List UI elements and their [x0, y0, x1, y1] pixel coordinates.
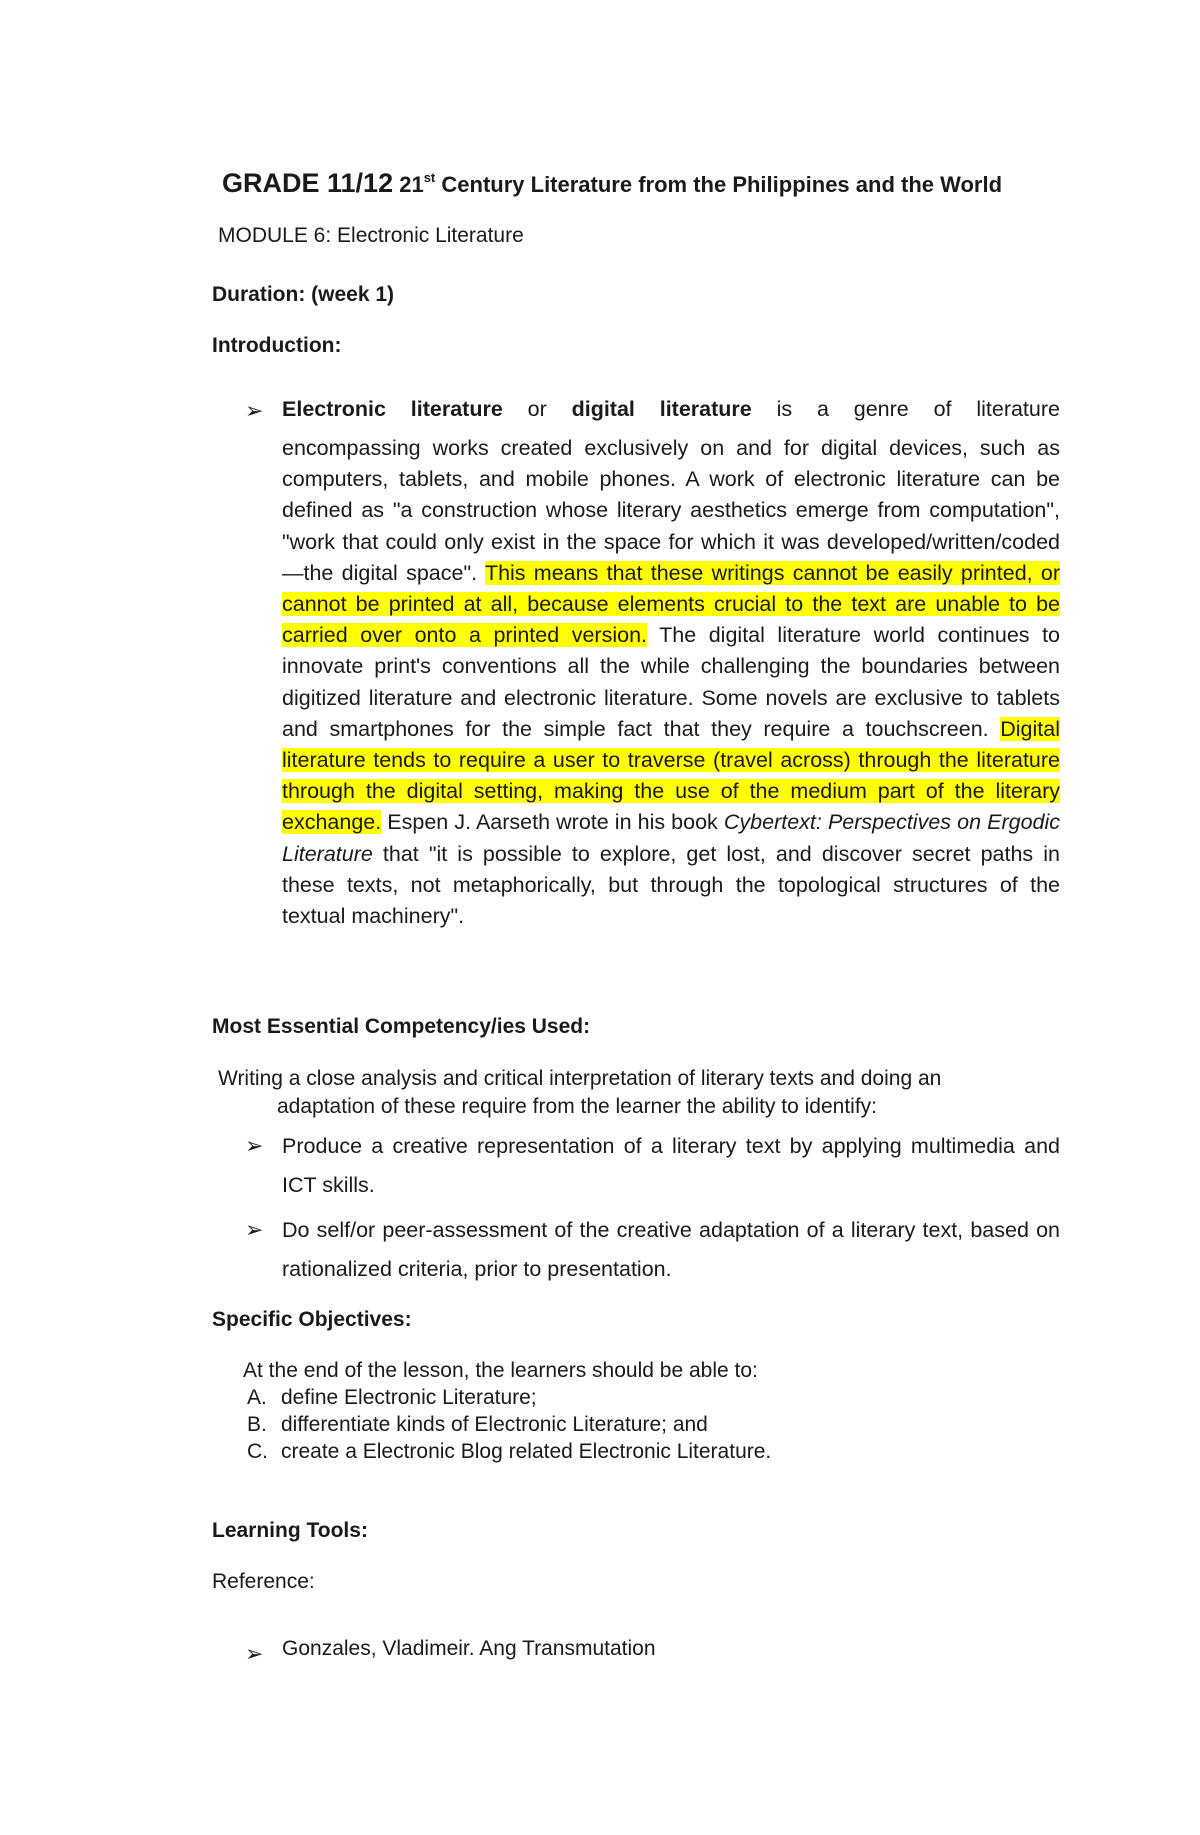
- highlight-print-limitation: This means that these writings cannot be easily printed, or cannot be printed at all, because elements crucial to the text are unable to be carried over onto a printed version.: [282, 560, 1060, 648]
- intro-quote-text: that "it is possible to explore, get lost, and discover secret paths in these texts, not metaphorically, but through the topological structures of the textual machinery".: [282, 841, 1060, 929]
- objective-text: create a Electronic Blog related Electronic Literature.: [281, 1440, 772, 1463]
- book-title: Cybertext: Perspectives on Ergodic Literature: [282, 810, 1061, 866]
- objectives-heading: Specific Objectives:: [212, 1308, 412, 1331]
- competencies-heading: Most Essential Competency/ies Used:: [212, 1015, 591, 1038]
- course-name: Century Literature from the Philippines and the World: [441, 172, 1003, 197]
- bullet-arrow-icon: ➢: [245, 1217, 264, 1242]
- objective-item: [247, 1413, 708, 1437]
- highlight-traverse: Digital literature tends to require a user to traverse (travel across) through the literature through the digital setting, making the use of the medium part of the literary exchange.: [282, 716, 1060, 835]
- competency-item-2: Do self/or peer-assessment of the creative adaptation of a literary text, based on rationalized criteria, prior to presentation.: [282, 1218, 1060, 1281]
- competencies-intro-line2: adaptation of these require from the learner the ability to identify:: [277, 1095, 878, 1118]
- objective-letter: B.: [247, 1413, 267, 1436]
- term-electronic-literature: Electronic literature: [282, 397, 503, 421]
- course-title: [222, 168, 1002, 199]
- reference-label: Reference:: [212, 1570, 315, 1593]
- course-number: 21: [399, 172, 424, 197]
- grade-label: GRADE 11/12: [222, 168, 394, 198]
- term-digital-literature: digital literature: [571, 397, 752, 421]
- objective-text: differentiate kinds of Electronic Literature; and: [281, 1413, 708, 1436]
- intro-genre-text: is a genre of literature: [751, 397, 1060, 421]
- intro-first-line: [282, 394, 1060, 433]
- objective-letter: A.: [247, 1386, 267, 1409]
- objective-item: [247, 1440, 771, 1464]
- objective-letter: C.: [247, 1440, 268, 1463]
- course-number-suffix: st: [423, 169, 436, 185]
- learning-tools-heading: Learning Tools:: [212, 1519, 368, 1542]
- intro-connector: or: [502, 397, 572, 421]
- competency-item-1: Produce a creative representation of a literary text by applying multimedia and ICT skills.: [282, 1134, 1060, 1197]
- intro-body-text: encompassing works created exclusively on and for digital devices, such as computers, tablets, and mobile phones. A work of electronic literature can be defined as "a construction whose literary aesthetics emerge from computation", "work that could only exist in the space for which it was developed/written/coded—the digital space".: [282, 436, 1060, 585]
- competencies-intro-line1: Writing a close analysis and critical interpretation of literary texts and doing an: [218, 1067, 942, 1090]
- intro-innovation-text: The digital literature world continues to innovate print's conventions all the while challenging the boundaries between digitized literature and electronic literature. Some novels are exclusive to tablets and smartphones for the simple fact that they require a touchscreen.: [282, 623, 1061, 741]
- introduction-paragraph: [282, 394, 1060, 932]
- objective-item: [247, 1386, 537, 1410]
- bullet-arrow-icon: ➢: [245, 1133, 264, 1158]
- reference-item: Gonzales, Vladimeir. Ang Transmutation: [282, 1637, 656, 1660]
- duration-heading: Duration: (week 1): [212, 283, 395, 306]
- module-title: MODULE 6: Electronic Literature: [218, 224, 524, 247]
- bullet-arrow-icon: ➢: [245, 398, 264, 423]
- intro-aarseth-text: Espen J. Aarseth wrote in his book: [381, 810, 724, 835]
- objectives-intro: At the end of the lesson, the learners should be able to:: [243, 1359, 758, 1382]
- bullet-arrow-icon: ➢: [245, 1641, 264, 1666]
- introduction-heading: Introduction:: [212, 334, 342, 357]
- objective-text: define Electronic Literature;: [281, 1386, 537, 1409]
